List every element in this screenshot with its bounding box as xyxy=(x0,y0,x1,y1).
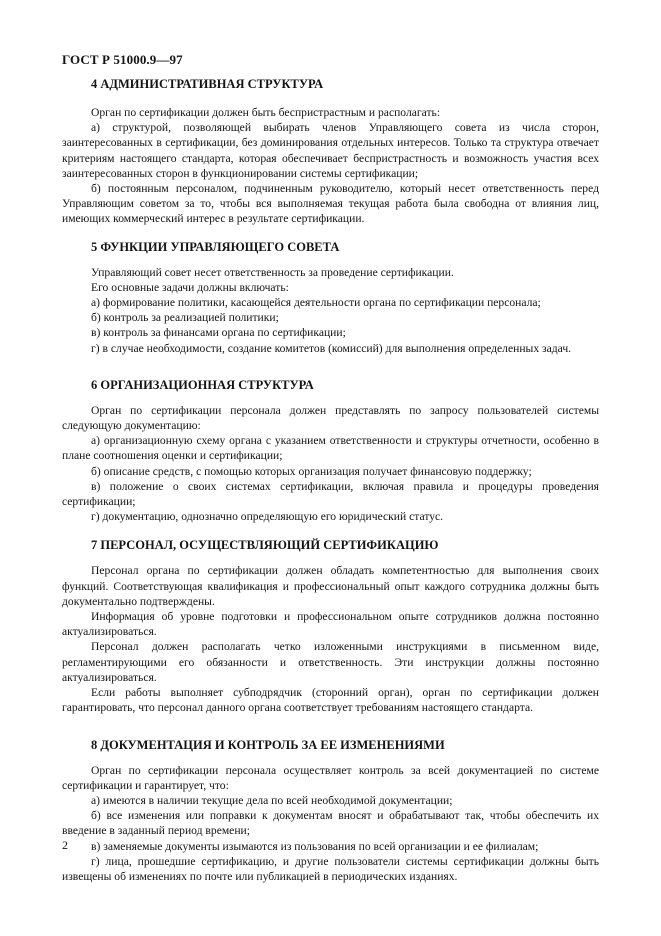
section-8-title: 8 ДОКУМЕНТАЦИЯ И КОНТРОЛЬ ЗА ЕЕ ИЗМЕНЕНИЯМИ xyxy=(91,737,445,752)
paragraph: Управляющий совет несет ответственность за проведение сертификации. xyxy=(91,265,454,279)
paragraph: г) документацию, однозначно определяющую его юридический статус. xyxy=(91,510,444,524)
paragraph: а) структурой, позволяющей выбирать членов Управляющего совета из числа сторон, заинтересованных в сертификации, без доминирования отдельных интересов. Только та структура отвечает критериям настоящего стандарта, которая обеспечивает беспристрастность и возможность участия всех заинтересованных сторон в функционировании системы сертификации; xyxy=(62,121,599,180)
paragraph: Информация об уровне подготовки и профессиональном опыте сотрудников должна постоянно актуализироваться. xyxy=(62,610,599,639)
paragraph: а) имеются в наличии текущие дела по всей необходимой документации; xyxy=(91,793,453,807)
section-4-title: 4 АДМИНИСТРАТИВНАЯ СТРУКТУРА xyxy=(91,77,324,91)
paragraph: б) все изменения или поправки к документам вносят и обрабатывают так, чтобы обеспечить их введение в заданный период времени; xyxy=(62,809,599,838)
section-8 xyxy=(62,737,599,885)
paragraph: а) формирование политики, касающейся деятельности органа по сертификации персонала; xyxy=(91,296,541,310)
paragraph: Орган по сертификации должен быть беспристрастным и располагать: xyxy=(91,106,441,119)
paragraph: в) положение о своих системах сертификации, включая правила и процедуры проведения сертификации; xyxy=(62,479,599,509)
document-header: ГОСТ Р 51000.9—97 xyxy=(62,52,183,67)
section-7-title: 7 ПЕРСОНАЛ, ОСУЩЕСТВЛЯЮЩИЙ СЕРТИФИКАЦИЮ xyxy=(91,538,439,553)
paragraph: Персонал органа по сертификации должен обладать компетентностью для выполнения своих функций. Соответствующая квалификация и профессиональный опыт каждого сотрудника должны быть документально подтверждены. xyxy=(62,564,599,608)
section-4 xyxy=(62,76,599,227)
paragraph: б) описание средств, с помощью которых организация получает финансовую поддержку; xyxy=(91,464,532,478)
paragraph: б) контроль за реализацией политики; xyxy=(91,311,279,325)
section-5-title: 5 ФУНКЦИИ УПРАВЛЯЮЩЕГО СОВЕТА xyxy=(91,239,340,254)
page-number: 2 xyxy=(62,838,68,852)
section-6-title: 6 ОРГАНИЗАЦИОННАЯ СТРУКТУРА xyxy=(91,377,314,392)
paragraph: в) контроль за финансами органа по сертификации; xyxy=(91,326,346,340)
paragraph: г) в случае необходимости, создание комитетов (комиссий) для выполнения определенных задач. xyxy=(91,341,572,355)
paragraph: г) лица, прошедшие сертификацию, и другие пользователи системы сертификации должны быть извещены об изменениях по почте или публикацией в периодических изданиях. xyxy=(62,854,599,883)
paragraph: Орган по сертификации персонала осуществляет контроль за всей документацией по системе сертификации и гарантирует, что: xyxy=(62,763,599,792)
section-7 xyxy=(62,537,599,715)
section-6 xyxy=(62,377,599,525)
paragraph: Его основные задачи должны включать: xyxy=(91,280,289,294)
document-body xyxy=(62,76,599,884)
paragraph: Персонал должен располагать четко изложенными инструкциями в письменном виде, регламентирующими его обязанности и ответственность. Эти инструкции должны постоянно актуализироваться. xyxy=(62,640,599,684)
paragraph: Орган по сертификации персонала должен представлять по запросу пользователей системы следующую документацию: xyxy=(62,403,599,433)
paragraph: б) постоянным персоналом, подчиненным руководителю, который несет ответственность перед Управляющим советом за то, чтобы вся выполняемая текущая работа была свободна от влияния лиц, имеющих коммерческий интерес в результате сертификации. xyxy=(62,182,599,226)
paragraph: а) организационную схему органа с указанием ответственности и структуры отчетности, особенно в плане соотношения оценки и сертификации; xyxy=(62,434,599,463)
section-5 xyxy=(62,239,599,356)
paragraph: Если работы выполняет субподрядчик (сторонний орган), орган по сертификации должен гарантировать, что персонал данного органа соответствует требованиям настоящего стандарта. xyxy=(62,686,599,715)
paragraph: в) заменяемые документы изымаются из пользования по всей организации и ее филиалам; xyxy=(91,839,539,853)
